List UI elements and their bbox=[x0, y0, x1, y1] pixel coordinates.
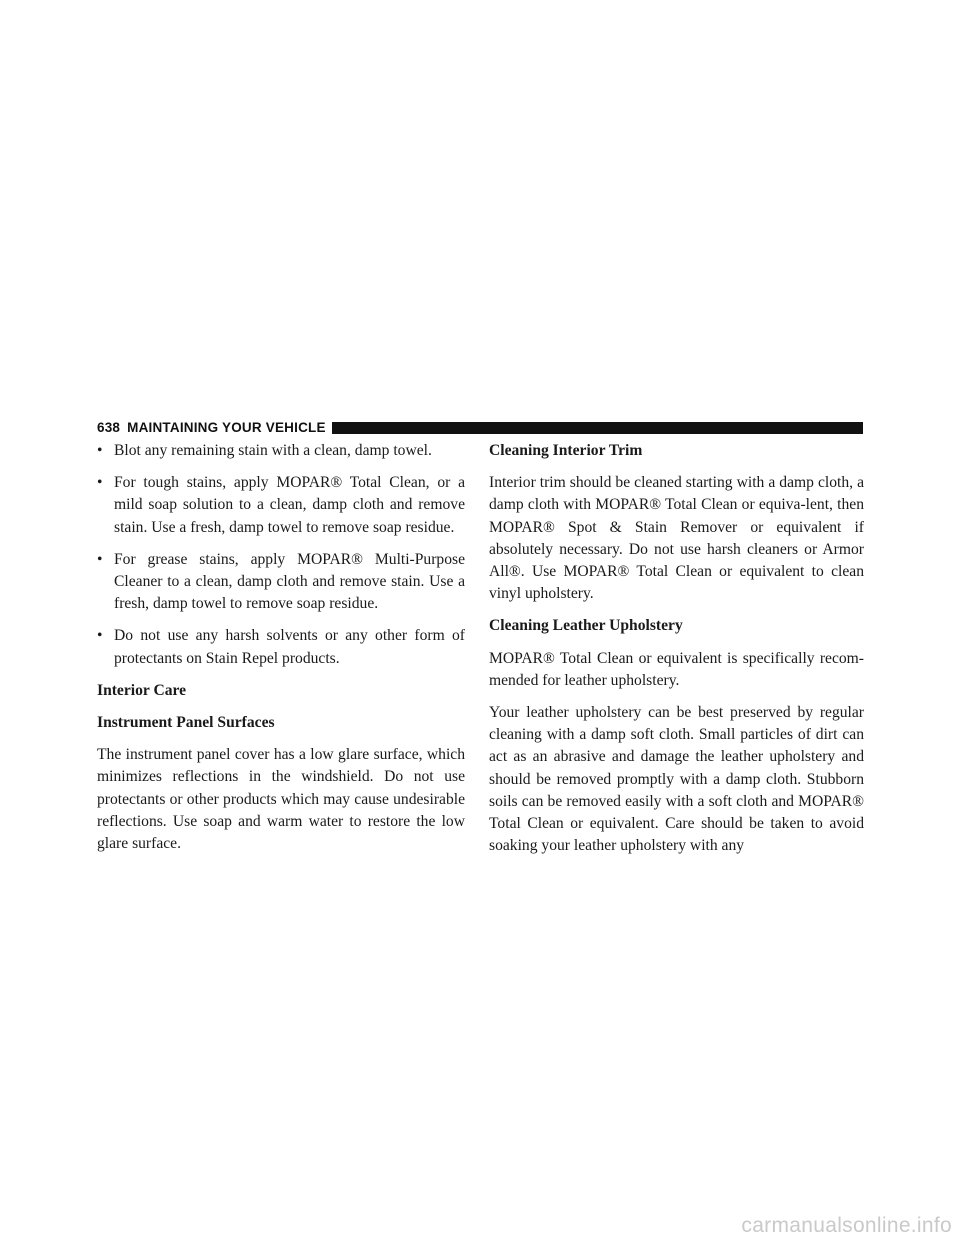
list-item bbox=[97, 472, 465, 539]
list-item-text: Do not use any harsh solvents or any other form of protectants on Stain Repel products. bbox=[114, 627, 465, 667]
bullet-icon: • bbox=[97, 550, 103, 568]
heading-instrument-panel: Instrument Panel Surfaces bbox=[97, 714, 275, 732]
header-text bbox=[97, 420, 326, 435]
list-item-text: Blot any remaining stain with a clean, damp towel. bbox=[114, 442, 432, 459]
list-item-text: For tough stains, apply MOPAR® Total Clean, or a mild soap solution to a clean, damp cloth and remove stain. Use a fresh, damp towel to remove soap residue. bbox=[114, 474, 465, 536]
page-number: 638 bbox=[97, 419, 121, 435]
heading-interior-care: Interior Care bbox=[97, 681, 187, 699]
heading-leather-upholstery: Cleaning Leather Upholstery bbox=[489, 617, 683, 635]
bullet-icon: • bbox=[97, 474, 103, 492]
bullet-icon: • bbox=[97, 442, 103, 459]
bullet-icon: • bbox=[97, 627, 103, 645]
stain-removal-list bbox=[97, 440, 465, 670]
list-item bbox=[97, 440, 465, 462]
interior-trim-paragraph: Interior trim should be cleaned starting with a damp cloth, a damp cloth with MOPAR® Total Clean or equiva-lent, then MOPAR® Spot & Stain Remover or equivalent if absolutely necessary. Do not use harsh cleaners or Armor All®. Use MOPAR® Total Clean or equivalent to clean vinyl upholstery. bbox=[489, 474, 864, 603]
header-rule bbox=[332, 422, 863, 434]
leather-paragraph-1: MOPAR® Total Clean or equivalent is specifically recom-mended for leather upholstery. bbox=[489, 649, 864, 689]
instrument-panel-paragraph: The instrument panel cover has a low glare surface, which minimizes reflections in the windshield. Do not use protectants or other products which may cause undesirable reflections. Use soap and warm water to restore the low glare surface. bbox=[97, 746, 465, 853]
list-item bbox=[97, 625, 465, 669]
section-title: MAINTAINING YOUR VEHICLE bbox=[127, 419, 326, 435]
watermark-text: carmanualsonline.info bbox=[741, 1214, 952, 1237]
list-item bbox=[97, 549, 465, 616]
right-column bbox=[489, 440, 864, 867]
list-item-text: For grease stains, apply MOPAR® Multi-Purpose Cleaner to a clean, damp cloth and remove stain. Use a fresh, damp towel to remove soap residue. bbox=[114, 550, 465, 613]
page-header bbox=[97, 417, 863, 437]
leather-paragraph-2: Your leather upholstery can be best preserved by regular cleaning with a damp soft cloth. Small particles of dirt can act as an abrasive and damage the leather upholstery and should be removed promptly with a damp cloth. Stubborn soils can be removed easily with a soft cloth and MOPAR® Total Clean or equivalent. Care should be taken to avoid soaking your leather upholstery with any bbox=[489, 704, 864, 855]
left-column bbox=[97, 440, 465, 865]
heading-interior-trim: Cleaning Interior Trim bbox=[489, 442, 643, 459]
